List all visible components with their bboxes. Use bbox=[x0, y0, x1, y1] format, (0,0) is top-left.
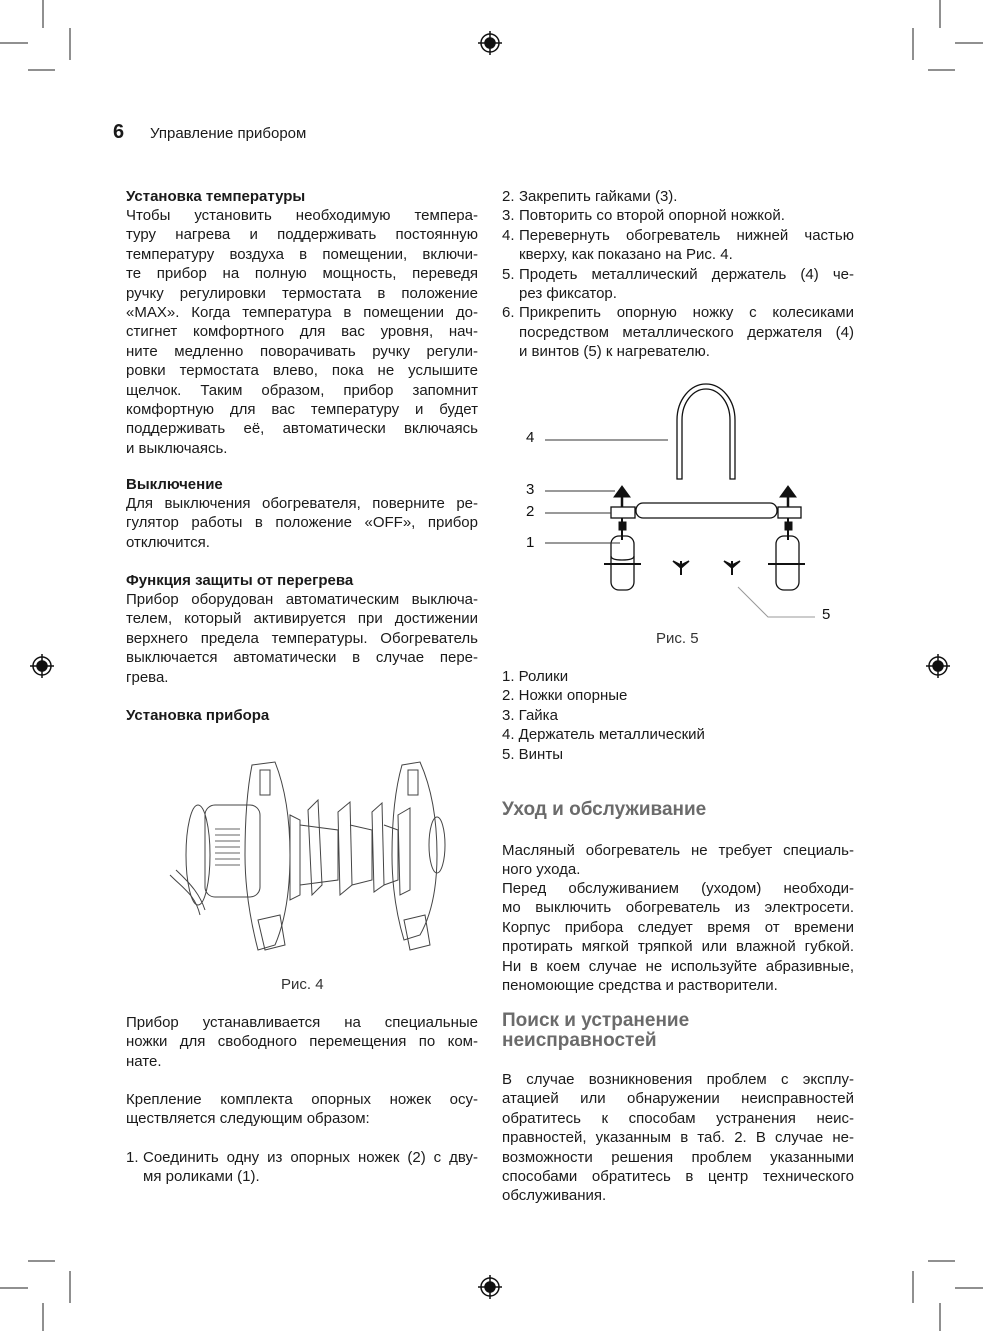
label-2: 2 bbox=[526, 503, 535, 520]
text-line: Перед обслуживанием (уходом) необходи- bbox=[502, 880, 854, 897]
text-line: обслуживания. bbox=[502, 1187, 607, 1205]
text-line: 2. Ножки опорные bbox=[502, 687, 628, 705]
text-line: мо выключить обогреватель из электросети. bbox=[502, 899, 854, 917]
paragraph-care-2 bbox=[502, 879, 854, 995]
text-line: температуру воздуха в помещении, включи- bbox=[126, 245, 478, 263]
label-1: 1 bbox=[526, 534, 535, 551]
paragraph-care-1 bbox=[502, 841, 854, 880]
paragraph-install-1 bbox=[126, 1013, 478, 1071]
figure-5-legend bbox=[502, 667, 854, 764]
text-line: рез фиксатор. bbox=[519, 284, 617, 302]
text-line: Соединить одну из опорных ножек (2) с дву- bbox=[143, 1149, 478, 1166]
text-line: Масляный обогреватель не требует специаль- bbox=[502, 842, 854, 859]
text-line: Прикрепить опорную ножку с колесиками bbox=[519, 304, 854, 322]
text-line: Чтобы установить необходимую темпера- bbox=[126, 207, 478, 224]
label-4: 4 bbox=[526, 429, 535, 446]
text-line: правностей, указанным в таб. 2. В случае не- bbox=[502, 1129, 854, 1147]
list-item bbox=[502, 303, 854, 361]
text-line: отключится. bbox=[126, 533, 210, 551]
text-line: щелчок. Таким образом, прибор запомнит bbox=[126, 381, 478, 399]
text-line: 1. Ролики bbox=[502, 668, 569, 685]
heading-installation: Установка прибора bbox=[126, 707, 270, 724]
heading-off: Выключение bbox=[126, 476, 223, 493]
text-line: грева. bbox=[126, 668, 169, 686]
label-5: 5 bbox=[822, 606, 831, 623]
text-line: Для выключения обогревателя, поверните ре- bbox=[126, 495, 478, 512]
paragraph-protection bbox=[126, 590, 478, 687]
text-line: возможности решения проблем указанными bbox=[502, 1148, 854, 1166]
list-number: 1. bbox=[126, 1149, 139, 1166]
text-line: Прибор оборудован автоматическим выключа- bbox=[126, 591, 478, 608]
text-line: атацией или обнаружении неисправностей bbox=[502, 1090, 854, 1108]
text-line: туру нагрева и поддерживать постоянную bbox=[126, 226, 478, 244]
text-line: гулятор работы в положение «OFF», прибор bbox=[126, 514, 478, 532]
list-item bbox=[502, 187, 854, 206]
list-item bbox=[126, 1148, 478, 1187]
text-line: 5. Винты bbox=[502, 745, 563, 763]
text-line: и винтов (5) к нагревателю. bbox=[519, 343, 710, 361]
list-number: 2. bbox=[502, 188, 515, 205]
text-line: обратитесь к способам устранения неис- bbox=[502, 1109, 854, 1127]
text-line: выключается автоматически в случае пере- bbox=[126, 649, 478, 667]
list-item bbox=[502, 265, 854, 304]
text-line: Перевернуть обогреватель нижней частью bbox=[519, 226, 854, 244]
text-line: способами обратитесь в центр технического bbox=[502, 1167, 854, 1185]
label-3: 3 bbox=[526, 481, 535, 498]
figure-5-caption: Рис. 5 bbox=[656, 630, 699, 647]
text-line: Продеть металлический держатель (4) че- bbox=[519, 265, 854, 283]
text-line: стигнет комфортного для вас уровня, нач- bbox=[126, 323, 478, 341]
list-number: 3. bbox=[502, 207, 515, 225]
text-line: Ни в коем случае не используйте абразивные, bbox=[502, 957, 854, 975]
heading-protection: Функция защиты от перегрева bbox=[126, 572, 354, 589]
heading-temperature: Установка температуры bbox=[126, 188, 306, 205]
text-line: 4. Держатель металлический bbox=[502, 726, 705, 744]
list-item bbox=[502, 226, 854, 265]
heading-troubleshooting-1: Поиск и устранение bbox=[502, 1010, 690, 1031]
text-line: кверху, как показано на Рис. 4. bbox=[519, 246, 733, 264]
text-line: Закрепить гайками (3). bbox=[519, 188, 678, 205]
text-line: «MAX». Когда температура в помещении до- bbox=[126, 303, 478, 321]
figure-4-caption: Рис. 4 bbox=[281, 976, 324, 993]
text-line: нате. bbox=[126, 1052, 162, 1070]
heading-care: Уход и обслуживание bbox=[502, 799, 707, 820]
paragraph-troubleshooting bbox=[502, 1070, 854, 1206]
text-line: и выключаясь. bbox=[126, 439, 228, 457]
steps-list-right bbox=[502, 187, 854, 362]
text-line: поддерживать её, автоматически включаясь bbox=[126, 420, 478, 438]
text-line: Повторить со второй опорной ножкой. bbox=[519, 207, 785, 225]
text-line: те прибор на полную мощность, переведя bbox=[126, 265, 478, 283]
text-line: Прибор устанавливается на специальные bbox=[126, 1014, 478, 1031]
text-line: телем, который активируется при достижении bbox=[126, 610, 478, 628]
paragraph-off bbox=[126, 494, 478, 552]
text-line: протирать мягкой тряпкой или влажной губкой. bbox=[502, 938, 854, 956]
text-line: комфортную для вас температуру и будет bbox=[126, 400, 478, 418]
section-title: Управление прибором bbox=[150, 125, 307, 142]
list-number: 5. bbox=[502, 265, 515, 283]
text-line: 3. Гайка bbox=[502, 706, 558, 724]
list-item bbox=[502, 206, 854, 225]
text-line: ровки термостата влево, пока не услышите bbox=[126, 362, 478, 380]
text-line: верхнего предела температуры. Обогреватель bbox=[126, 629, 478, 647]
text-line: Крепление комплекта опорных ножек осу- bbox=[126, 1091, 478, 1108]
page-number: 6 bbox=[113, 121, 125, 143]
text-line: ществляется следующим образом: bbox=[126, 1110, 370, 1128]
heading-troubleshooting-2: неисправностей bbox=[502, 1030, 657, 1051]
list-number: 6. bbox=[502, 304, 515, 322]
text-line: В случае возникновения проблем с эксплу- bbox=[502, 1071, 854, 1088]
list-number: 4. bbox=[502, 226, 515, 244]
text-line: мя роликами (1). bbox=[143, 1168, 260, 1186]
text-line: ножки для свободного перемещения по ком- bbox=[126, 1033, 478, 1051]
paragraph-temperature bbox=[126, 206, 478, 458]
text-line: ручку регулировки термостата в положение bbox=[126, 284, 478, 302]
text-line: пеномоющие средства и растворители. bbox=[502, 976, 778, 994]
text-line: ного ухода. bbox=[502, 861, 581, 879]
text-line: посредством металлического держателя (4) bbox=[519, 323, 854, 341]
steps-list-left bbox=[126, 1148, 478, 1187]
text-line: Корпус прибора следует время от времени bbox=[502, 918, 854, 936]
paragraph-install-2 bbox=[126, 1090, 478, 1129]
text-line: ните медленно поворачивать ручку регули- bbox=[126, 342, 478, 360]
